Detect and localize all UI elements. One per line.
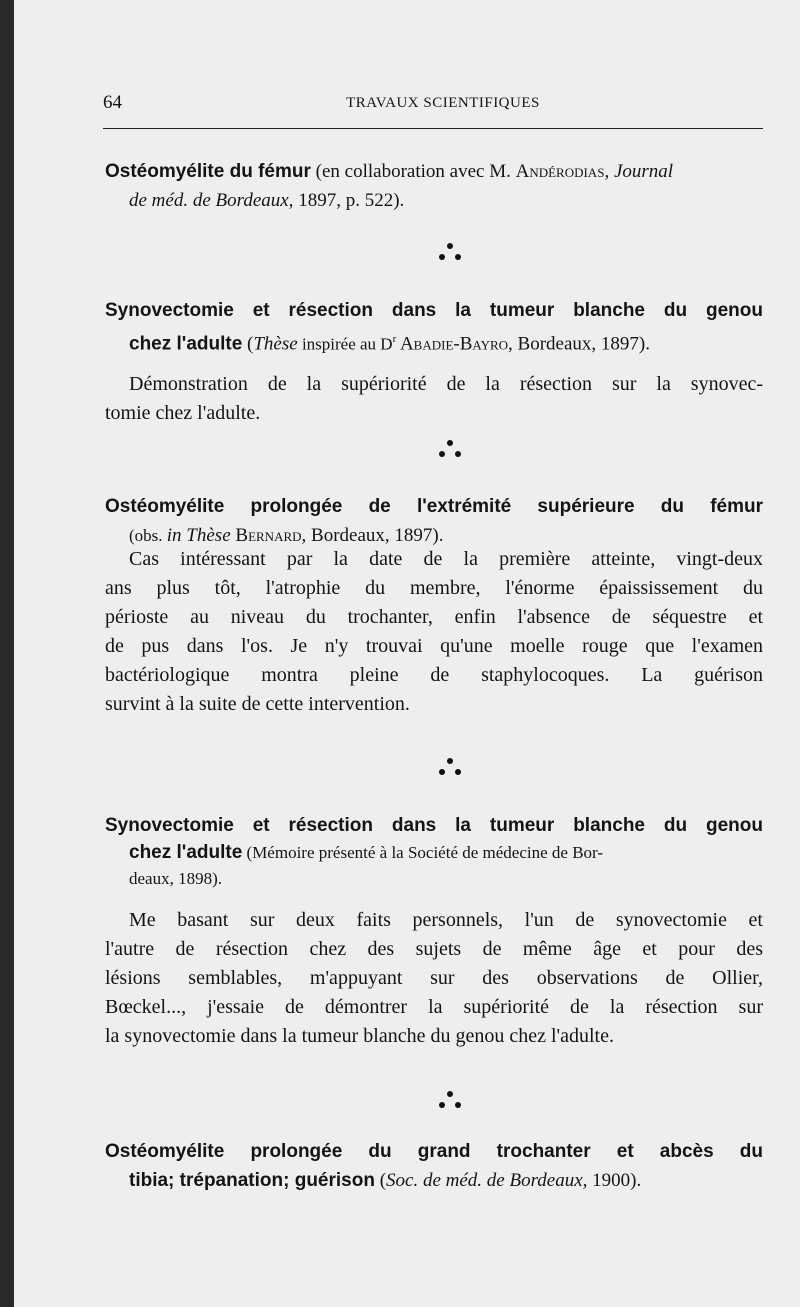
- page-number: 64: [103, 92, 122, 113]
- entry-description: Cas intéressant par la date de la première atteinte, vingt-deux ans plus tôt, l'atrophie du membre, l'énorme épaississement du périoste au niveau du trochanter, enfin l'absence de séquestre et de pus dans l'os. Je n'y trouvai qu'une moelle rouge que l'examen bactériologique montra pleine de staphylocoques. La guérison survint à la suite de cette intervention.: [105, 548, 763, 715]
- asterism-separator: [432, 437, 472, 467]
- page-header: [103, 92, 763, 114]
- asterism-separator: [432, 1088, 472, 1118]
- author-name: Andérodias: [515, 161, 605, 182]
- entry-title: Synovectomie et résection dans la tumeur blanche du genou: [105, 815, 763, 836]
- entry-description: Démonstration de la supériorité de la résection sur la synovec- tomie chez l'adulte.: [105, 373, 763, 424]
- entry-osteomyelite-trochanter: Ostéomyélite prolongée du grand trochanter et abcès du tibia; trépanation; guérison (Soc. de méd. de Bordeaux, 1900).: [105, 1137, 763, 1195]
- entry-synovectomie-memoire: Synovectomie et résection dans la tumeur blanche du genou chez l'adulte (Mémoire présenté à la Société de médecine de Bor- deaux, 1898).: [105, 811, 763, 892]
- entry-title: Ostéomyélite prolongée de l'extrémité supérieure du fémur: [105, 496, 763, 517]
- asterism-separator: [432, 240, 472, 270]
- entry-title: Synovectomie et résection dans la tumeur blanche du genou: [105, 300, 763, 321]
- entry-description: Me basant sur deux faits personnels, l'un de synovectomie et l'autre de résection chez des sujets de même âge et pour des lésions semblables, m'appuyant sur des observations de Ollier, Bœckel..., j'essaie de démontrer la supériorité de la résection sur la synovectomie dans la tumeur blanche du genou chez l'adulte.: [105, 909, 763, 1047]
- running-title: TRAVAUX SCIENTIFIQUES: [346, 95, 540, 111]
- author-name: Bernard: [230, 525, 302, 546]
- asterism-separator: [432, 755, 472, 785]
- entry-osteomyelite-femur: Ostéomyélite du fémur (en collaboration avec M. Andérodias, Journal de méd. de Bordeaux, 1897, p. 522).: [105, 161, 674, 211]
- entry-synovectomie-these: Synovectomie et résection dans la tumeur blanche du genou chez l'adulte (Thèse inspirée au $D^r$ Abadie-Bayro, Bordeaux, 1897).: [105, 296, 763, 358]
- author-name: Abadie-Bayro: [396, 333, 509, 355]
- entry-title: Ostéomyélite du fémur: [105, 161, 311, 182]
- header-rule: [103, 128, 763, 129]
- entry-title: Ostéomyélite prolongée du grand trochanter et abcès du: [105, 1141, 763, 1162]
- entry-osteomyelite-extremite: Ostéomyélite prolongée de l'extrémité supérieure du fémur (obs. in Thèse Bernard, Bordeaux, 1897).: [105, 492, 763, 550]
